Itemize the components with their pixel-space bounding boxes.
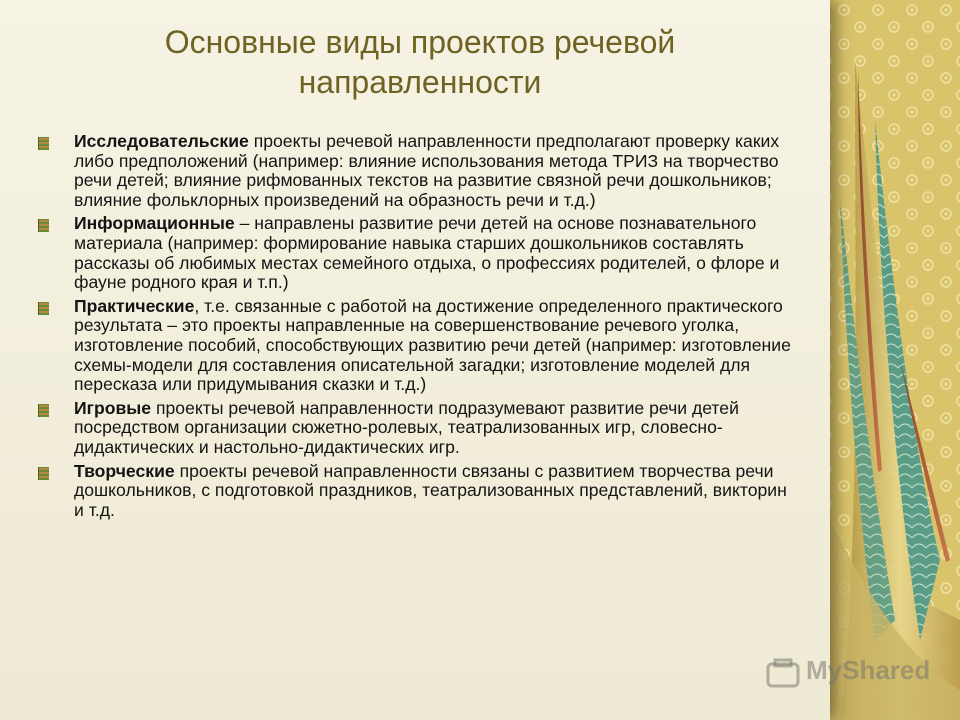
watermark-icon xyxy=(766,658,802,692)
bullet-icon xyxy=(38,302,49,315)
slide-title: Основные виды проектов речевой направленности xyxy=(164,24,676,100)
bullet-icon xyxy=(38,219,49,232)
item-lead: Игровые xyxy=(74,397,152,418)
project-types-list xyxy=(38,132,800,524)
item-lead: Практические xyxy=(74,295,195,316)
item-text: проекты речевой направленности предполагают проверку каких либо предположений (например: влияние использования метода ТРИЗ на творчество речи детей; влияние рифмованных текстов на развитие связной речи дошкольников; влияние фольклорных произведений на образность речи и т.д.) xyxy=(74,131,780,210)
item-text: , т.е. связанные с работой на достижение определенного практического результата – это проекты направленные на совершенствование речевого уголка, изготовление пособий, способствующих развитию речи детей (например: изготовление схемы-модели для составления описательной загадки; изготовление моделей для пересказа или придумывания сказки и т.д.) xyxy=(74,295,791,395)
item-lead: Творческие xyxy=(74,460,175,481)
item-lead: Информационные xyxy=(74,213,235,234)
item-text: проекты речевой направленности связаны с развитием творчества речи дошкольников, с подготовкой праздников, театрализованных представлений, викторин и т.д. xyxy=(74,460,787,520)
item-text: проекты речевой направленности подразумевают развитие речи детей посредством организации сюжетно-ролевых, театрализованных игр, словесно-дидактических и настольно-дидактических игр. xyxy=(74,397,739,457)
bullet-icon xyxy=(38,467,49,480)
list-item-informational xyxy=(38,214,800,292)
list-item-research xyxy=(38,132,800,210)
watermark-text: MyShared xyxy=(806,655,931,685)
list-item-game xyxy=(38,399,800,458)
item-lead: Исследовательские xyxy=(74,131,249,151)
bullet-icon xyxy=(38,137,49,150)
list-item-practical xyxy=(38,297,800,395)
item-text: – направлены развитие речи детей на основе познавательного материала (например: формирование навыка старших дошкольников составлять рассказы об любимых местах семейного отдыха, о профессиях родителей, о флоре и фауне родного края и т.п.) xyxy=(74,213,780,293)
bullet-icon xyxy=(38,404,49,417)
list-item-creative xyxy=(38,462,800,521)
